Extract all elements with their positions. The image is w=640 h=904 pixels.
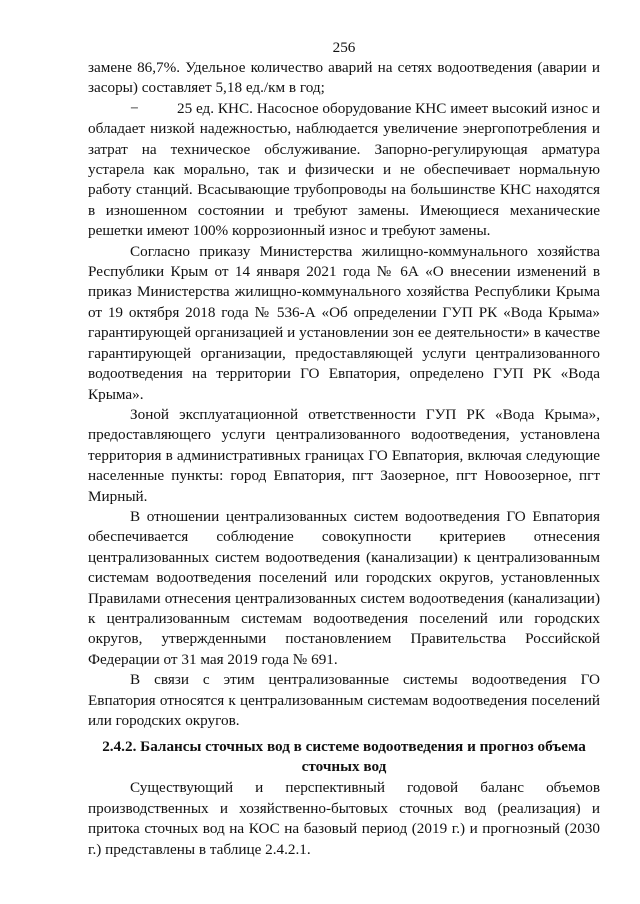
list-item-text: 25 ед. КНС. Насосное оборудование КНС имеет высокий износ и обладает низкой надежностью, наблюдается увеличение энергопотребления и затрат на техническое обслуживание. Запорно-регулирующая арматура устарела как морально, так и физически и не обеспечивает нормальную работу станций. Всасывающие трубопроводы на большинстве КНС находятся в изношенном состоянии и требуют замены. Имеющиеся механические решетки имеют 100% коррозионный износ и требуют замены.: [88, 99, 600, 240]
document-page: [88, 38, 600, 860]
paragraph-criteria: В отношении централизованных систем водоотведения ГО Евпатория обеспечивается соблюдение совокупности критериев отнесения централизованных систем водоотведения (канализации) к централизованным системам водоотведения поселений или городских округов, установленных Правилами отнесения централизованных систем водоотведения (канализации) к централизованным системам водоотведения поселений или городских округов, утвержденными постановлением Правительства Российской Федерации от 31 мая 2019 года № 691.: [88, 507, 600, 668]
page-number: 256: [332, 39, 356, 56]
list-item-kns: [88, 99, 600, 242]
paragraph-continuation: замене 86,7%. Удельное количество аварий на сетях водоотведения (аварии и засоры) составляет 5,18 ед./км в год;: [88, 59, 600, 97]
list-dash-marker: −: [130, 99, 139, 117]
paragraph-conclusion: В связи с этим централизованные системы водоотведения ГО Евпатория относятся к централизованным системам водоотведения поселений или городских округов.: [88, 671, 600, 729]
paragraph-balance: Существующий и перспективный годовой баланс объемов производственных и хозяйственно-бытовых сточных вод (реализация) и притока сточных вод на КОС на базовый период (2019 г.) и прогнозный (2030 г.) представлены в таблице 2.4.2.1.: [88, 779, 600, 858]
paragraph-order: Согласно приказу Министерства жилищно-коммунального хозяйства Республики Крым от 14 января 2021 года № 6А «О внесении изменений в приказ Министерства жилищно-коммунального хозяйства Республики Крыма от 19 октября 2018 года № 536-А «Об определении ГУП РК «Вода Крыма» гарантирующей организацией и установлении зон ее деятельности» в качестве гарантирующей организации, предоставляющей услуги централизованного водоотведения на территории ГО Евпатория, определено ГУП РК «Вода Крыма».: [88, 242, 600, 403]
section-heading: 2.4.2. Балансы сточных вод в системе водоотведения и прогноз объема сточных вод: [102, 738, 586, 776]
paragraph-responsibility-zone: Зоной эксплуатационной ответственности ГУП РК «Вода Крыма», предоставляющего услуги централизованного водоотведения, установлена территория в административных границах ГО Евпатория, включая следующие населенные пункты: город Евпатория, пгт Заозерное, пгт Новоозерное, пгт Мирный.: [88, 405, 600, 505]
